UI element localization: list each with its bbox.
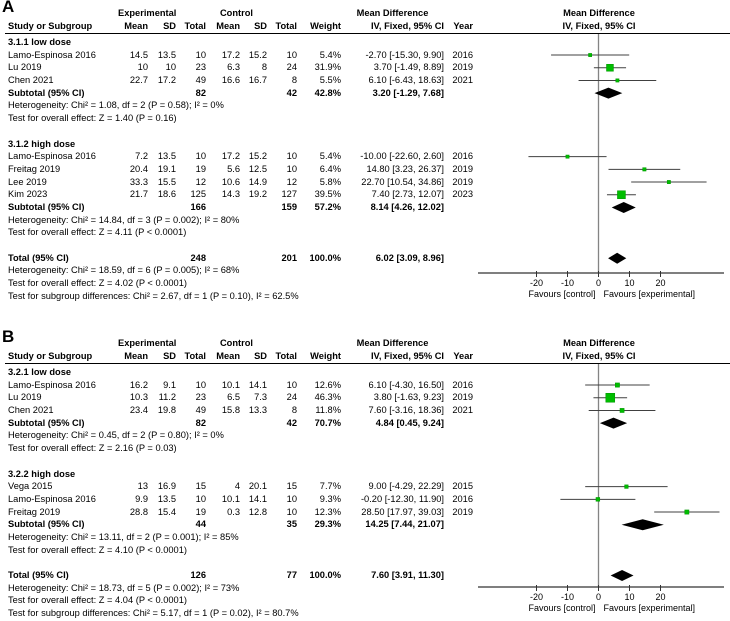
exp-total: 49 [195, 75, 206, 86]
study-row [0, 163, 478, 176]
ci-text: 14.80 [3.23, 26.37] [366, 163, 444, 174]
ctl-mean: 16.6 [221, 75, 240, 86]
year: 2019 [452, 506, 473, 517]
table-rows [0, 36, 478, 302]
study-name: Lu 2019 [8, 392, 42, 403]
favours-left-label: Favours [control] [528, 603, 596, 613]
exp-total: 10 [195, 379, 206, 390]
study-row [0, 404, 478, 417]
panel-label: A [2, 0, 15, 16]
col-ctl-mean-header: Mean [216, 351, 240, 361]
year: 2019 [452, 62, 473, 73]
stat-note: Test for overall effect: Z = 4.02 (P < 0.0001) [8, 278, 187, 289]
subtotal-row [0, 518, 478, 531]
stat-note-row [0, 264, 478, 277]
exp-total: 82 [195, 87, 206, 98]
exp-mean: 13 [137, 481, 148, 492]
study-name: Lu 2019 [8, 62, 42, 73]
year: 2023 [452, 189, 473, 200]
year: 2021 [452, 75, 473, 86]
ctl-sd: 15.2 [248, 49, 267, 60]
study-name: Lamo-Espinosa 2016 [8, 493, 96, 504]
study-name: Freitag 2019 [8, 163, 61, 174]
ctl-sd: 8 [261, 62, 267, 73]
stat-note-row [0, 290, 478, 303]
stat-note-row [0, 544, 478, 557]
exp-total: 10 [195, 151, 206, 162]
x-axis-tick-label: -20 [529, 278, 544, 288]
stat-note-row [0, 277, 478, 290]
exp-mean: 10.3 [129, 392, 148, 403]
weight: 5.4% [319, 49, 341, 60]
ctl-total: 10 [286, 493, 297, 504]
weight: 9.3% [319, 493, 341, 504]
study-name: Chen 2021 [8, 75, 54, 86]
x-axis-tick-label: 0 [595, 278, 602, 288]
favours-right-label: Favours [experimental] [603, 603, 696, 613]
stat-note: Heterogeneity: Chi² = 14.84, df = 3 (P = 0.002); I² = 80% [8, 214, 240, 225]
stat-note: Heterogeneity: Chi² = 0.45, df = 2 (P = 0.80); I² = 0% [8, 430, 224, 441]
stat-note-row [0, 531, 478, 544]
exp-total: 125 [190, 189, 206, 200]
ci-text: 6.10 [-4.30, 16.50] [368, 379, 444, 390]
subgroup-title: 3.2.2 high dose [8, 468, 76, 479]
subgroup-title: 3.1.1 low dose [8, 37, 72, 47]
exp-sd: 18.6 [157, 189, 176, 200]
x-axis-tick-label: 10 [624, 278, 635, 288]
weight: 12.3% [314, 506, 341, 517]
x-axis-tick-label: 20 [655, 592, 666, 602]
weight: 100.0% [309, 252, 341, 263]
pooled-label: Subtotal (95% CI) [8, 417, 85, 428]
ctl-total: 42 [286, 87, 297, 98]
study-name: Lamo-Espinosa 2016 [8, 49, 96, 60]
x-axis-tick-label: 10 [624, 592, 635, 602]
ctl-total: 35 [286, 519, 297, 530]
exp-mean: 16.2 [129, 379, 148, 390]
ctl-total: 15 [286, 481, 297, 492]
effect-square [615, 383, 619, 387]
col-weight-header: Weight [310, 351, 341, 361]
ctl-mean: 17.2 [221, 49, 240, 60]
col-ctl-sd-header: SD [254, 351, 267, 361]
ctl-total: 10 [286, 379, 297, 390]
col-study-header: Study or Subgroup [8, 21, 93, 31]
col-exp-mean-header: Mean [124, 351, 148, 361]
weight: 70.7% [314, 417, 341, 428]
col-ctl-sd-header: SD [254, 21, 267, 31]
ctl-sd: 12.5 [248, 163, 267, 174]
weight: 31.9% [314, 62, 341, 73]
ctl-total: 42 [286, 417, 297, 428]
study-name: Lamo-Espinosa 2016 [8, 379, 96, 390]
effect-square [685, 510, 689, 514]
ci-text: -2.70 [-15.30, 9.90] [365, 49, 444, 60]
exp-total: 49 [195, 405, 206, 416]
total-row [0, 252, 478, 265]
exp-mean: 22.7 [129, 75, 148, 86]
exp-sd: 9.1 [163, 379, 176, 390]
study-row [0, 493, 478, 506]
stat-note-row [0, 429, 478, 442]
year: 2021 [452, 405, 473, 416]
forest-plot-graph [470, 330, 730, 621]
stat-note: Test for overall effect: Z = 4.10 (P < 0.0001) [8, 544, 187, 555]
effect-square [617, 191, 625, 199]
weight: 7.7% [319, 481, 341, 492]
effect-square [606, 64, 613, 71]
ctl-total: 159 [281, 201, 297, 212]
group-header-control: Control [219, 338, 254, 348]
col-weight-header: Weight [310, 21, 341, 31]
stat-note: Heterogeneity: Chi² = 18.73, df = 5 (P = 0.002); I² = 73% [8, 582, 240, 593]
weight: 29.3% [314, 519, 341, 530]
effect-column-header: Mean Difference [356, 338, 429, 348]
x-axis-tick-label: -10 [560, 592, 575, 602]
ctl-sd: 14.9 [248, 176, 267, 187]
exp-sd: 19.1 [157, 163, 176, 174]
ctl-sd: 13.3 [248, 405, 267, 416]
year: 2016 [452, 49, 473, 60]
spacer-row [0, 239, 478, 252]
spacer-row [0, 556, 478, 569]
subtotal-row [0, 201, 478, 214]
stat-note-row [0, 607, 478, 620]
pooled-label: Subtotal (95% CI) [8, 87, 85, 98]
x-axis-tick-label: 0 [595, 592, 602, 602]
x-axis-tick-label: 20 [655, 278, 666, 288]
ctl-total: 10 [286, 151, 297, 162]
pooled-label: Total (95% CI) [8, 570, 69, 580]
weight: 12.6% [314, 379, 341, 390]
exp-mean: 23.4 [129, 405, 148, 416]
exp-total: 12 [195, 176, 206, 187]
ctl-mean: 15.8 [221, 405, 240, 416]
effect-square [620, 408, 624, 412]
subtotal-diamond [622, 519, 664, 530]
stat-note: Heterogeneity: Chi² = 13.11, df = 2 (P = 0.001); I² = 85% [8, 531, 239, 542]
exp-sd: 10 [165, 62, 176, 73]
ctl-total: 10 [286, 163, 297, 174]
subgroup-title-row [0, 36, 478, 49]
year: 2019 [452, 392, 473, 403]
table-column-headers [0, 20, 478, 33]
ctl-total: 24 [286, 62, 297, 73]
group-header-experimental: Experimental [118, 8, 177, 18]
ctl-mean: 0.3 [227, 506, 240, 517]
pooled-label: Total (95% CI) [8, 252, 69, 263]
stat-note: Test for overall effect: Z = 4.11 (P < 0.0001) [8, 227, 187, 238]
ctl-mean: 14.3 [221, 189, 240, 200]
group-header-control: Control [219, 8, 254, 18]
ctl-total: 127 [281, 189, 297, 200]
ctl-sd: 16.7 [248, 75, 267, 86]
x-axis-tick-label: -10 [560, 278, 575, 288]
col-exp-sd-header: SD [163, 351, 176, 361]
exp-sd: 13.5 [157, 151, 176, 162]
study-row [0, 188, 478, 201]
study-row [0, 74, 478, 87]
table-rows [0, 366, 478, 620]
ctl-mean: 10.1 [221, 379, 240, 390]
exp-mean: 33.3 [129, 176, 148, 187]
stat-note: Test for overall effect: Z = 4.04 (P < 0.0001) [8, 595, 187, 606]
effect-square [596, 497, 600, 501]
study-name: Vega 2015 [8, 481, 53, 492]
study-name: Lee 2019 [8, 176, 47, 187]
study-row [0, 61, 478, 74]
exp-sd: 11.2 [158, 392, 176, 403]
column-header-row [0, 350, 478, 363]
weight: 57.2% [314, 201, 341, 212]
effect-square [566, 155, 569, 158]
ctl-mean: 4 [234, 481, 240, 492]
ctl-sd: 14.1 [248, 493, 267, 504]
ctl-total: 201 [281, 252, 297, 263]
pooled-label: Subtotal (95% CI) [8, 519, 85, 530]
study-row [0, 391, 478, 404]
ci-text: 8.14 [4.26, 12.02] [370, 201, 444, 212]
ci-text: 3.20 [-1.29, 7.68] [372, 87, 444, 98]
ctl-sd: 15.2 [248, 151, 267, 162]
col-ctl-total-header: Total [275, 21, 297, 31]
exp-sd: 17.2 [157, 75, 176, 86]
study-name: Freitag 2019 [8, 506, 61, 517]
ctl-sd: 19.2 [248, 189, 267, 200]
exp-total: 19 [195, 163, 206, 174]
study-name: Kim 2023 [8, 189, 48, 200]
weight: 5.4% [319, 151, 341, 162]
study-row [0, 506, 478, 519]
subtotal-diamond [612, 202, 636, 213]
stat-note: Heterogeneity: Chi² = 1.08, df = 2 (P = 0.58); I² = 0% [8, 100, 224, 111]
ci-text: 3.70 [-1.49, 8.89] [373, 62, 444, 73]
weight: 39.5% [314, 189, 341, 200]
exp-total: 19 [195, 506, 206, 517]
forest-panel-b [0, 327, 730, 621]
ctl-mean: 10.1 [221, 493, 240, 504]
year: 2019 [452, 163, 473, 174]
study-name: Chen 2021 [8, 405, 54, 416]
plot-method-label: IV, Fixed, 95% CI [562, 350, 636, 361]
effect-square [616, 79, 619, 82]
stat-note-row [0, 582, 478, 595]
ci-text: 6.10 [-6.43, 18.63] [368, 75, 444, 86]
favours-right-label: Favours [experimental] [603, 289, 696, 299]
total-diamond [611, 570, 634, 581]
table-column-headers [0, 350, 478, 363]
ctl-mean: 6.5 [227, 392, 240, 403]
exp-total: 126 [190, 570, 206, 580]
col-exp-total-header: Total [184, 351, 206, 361]
ctl-total: 8 [291, 405, 297, 416]
exp-total: 23 [195, 62, 206, 73]
subtotal-row [0, 87, 478, 100]
study-row [0, 49, 478, 62]
subgroup-title: 3.1.2 high dose [8, 138, 76, 149]
exp-mean: 9.9 [135, 493, 148, 504]
effect-square [667, 180, 670, 183]
col-year-header: Year [453, 21, 473, 31]
exp-mean: 21.7 [129, 189, 148, 200]
year: 2015 [452, 481, 473, 492]
ci-text: 7.40 [2.73, 12.07] [371, 189, 444, 200]
col-exp-sd-header: SD [163, 21, 176, 31]
ctl-sd: 12.8 [248, 506, 267, 517]
stat-note-row [0, 112, 478, 125]
ctl-mean: 5.6 [227, 163, 240, 174]
ci-text: 28.50 [17.97, 39.03] [361, 506, 444, 517]
exp-sd: 15.4 [157, 506, 176, 517]
exp-mean: 14.5 [129, 49, 148, 60]
ci-text: 7.60 [-3.16, 18.36] [368, 405, 444, 416]
ctl-sd: 20.1 [248, 481, 267, 492]
ctl-total: 77 [286, 570, 297, 580]
weight: 100.0% [309, 570, 341, 580]
year: 2016 [452, 493, 473, 504]
ctl-sd: 14.1 [248, 379, 267, 390]
weight: 5.5% [319, 75, 341, 86]
exp-mean: 28.8 [129, 506, 148, 517]
col-ctl-total-header: Total [275, 351, 297, 361]
study-row [0, 379, 478, 392]
subtotal-row [0, 417, 478, 430]
spacer-row [0, 125, 478, 138]
exp-sd: 16.9 [157, 481, 176, 492]
ctl-mean: 17.2 [221, 151, 240, 162]
column-header-row [0, 20, 478, 33]
panel-label: B [2, 327, 15, 346]
subtotal-diamond [600, 418, 627, 429]
col-ci-header: IV, Fixed, 95% CI [370, 351, 444, 361]
ci-text: 9.00 [-4.29, 22.29] [368, 481, 444, 492]
group-header-experimental: Experimental [118, 338, 177, 348]
exp-total: 10 [195, 493, 206, 504]
forest-plot-graph [470, 0, 730, 312]
ci-text: 14.25 [7.44, 21.07] [365, 519, 444, 530]
effect-column-header: Mean Difference [356, 8, 429, 18]
ci-text: 22.70 [10.54, 34.86] [361, 176, 444, 187]
subgroup-title-row [0, 138, 478, 151]
col-ctl-mean-header: Mean [216, 21, 240, 31]
effect-square [643, 168, 646, 171]
stat-note: Test for subgroup differences: Chi² = 2.67, df = 1 (P = 0.10), I² = 62.5% [8, 290, 299, 301]
exp-mean: 10 [137, 62, 148, 73]
weight: 42.8% [314, 87, 341, 98]
subgroup-title: 3.2.1 low dose [8, 367, 72, 377]
subgroup-title-row [0, 366, 478, 379]
ctl-total: 10 [286, 49, 297, 60]
stat-note: Test for overall effect: Z = 1.40 (P = 0.16) [8, 113, 177, 124]
year: 2016 [452, 379, 473, 390]
weight: 46.3% [314, 392, 341, 403]
ci-text: 4.84 [0.45, 9.24] [375, 417, 444, 428]
col-year-header: Year [453, 351, 473, 361]
exp-total: 23 [195, 392, 206, 403]
effect-square [606, 393, 615, 402]
ctl-total: 10 [286, 506, 297, 517]
weight: 6.4% [319, 163, 341, 174]
exp-total: 15 [195, 481, 206, 492]
exp-total: 44 [195, 519, 206, 530]
study-name: Lamo-Espinosa 2016 [8, 151, 96, 162]
exp-total: 82 [195, 417, 206, 428]
favours-left-label: Favours [control] [528, 289, 596, 299]
stat-note-row [0, 442, 478, 455]
study-row [0, 176, 478, 189]
total-diamond [608, 253, 626, 264]
ctl-total: 24 [286, 392, 297, 403]
stat-note-row [0, 594, 478, 607]
year: 2016 [452, 151, 473, 162]
stat-note: Test for subgroup differences: Chi² = 5.17, df = 1 (P = 0.02), I² = 80.7% [8, 608, 299, 619]
ctl-total: 12 [286, 176, 297, 187]
col-exp-total-header: Total [184, 21, 206, 31]
stat-note: Heterogeneity: Chi² = 18.59, df = 6 (P = 0.005); I² = 68% [8, 265, 240, 276]
study-row [0, 150, 478, 163]
exp-sd: 19.8 [157, 405, 176, 416]
ci-text: -10.00 [-22.60, 2.60] [360, 151, 444, 162]
pooled-label: Subtotal (95% CI) [8, 201, 85, 212]
stat-note: Test for overall effect: Z = 2.16 (P = 0.03) [8, 443, 177, 454]
ctl-mean: 10.6 [221, 176, 240, 187]
total-row [0, 569, 478, 582]
spacer-row [0, 455, 478, 468]
effect-square [589, 53, 592, 56]
ci-text: -0.20 [-12.30, 11.90] [360, 493, 444, 504]
exp-mean: 20.4 [129, 163, 148, 174]
ci-text: 7.60 [3.91, 11.30] [371, 570, 444, 580]
exp-sd: 13.5 [157, 49, 176, 60]
plot-effect-label: Mean Difference [563, 338, 635, 348]
exp-total: 10 [195, 49, 206, 60]
study-row [0, 480, 478, 493]
weight: 11.8% [315, 405, 341, 416]
x-axis-tick-label: -20 [529, 592, 544, 602]
exp-sd: 15.5 [157, 176, 176, 187]
ctl-mean: 6.3 [227, 62, 240, 73]
subgroup-title-row [0, 468, 478, 481]
stat-note-row [0, 99, 478, 112]
col-study-header: Study or Subgroup [8, 351, 93, 361]
ctl-total: 8 [291, 75, 297, 86]
col-ci-header: IV, Fixed, 95% CI [370, 21, 444, 31]
weight: 5.8% [319, 176, 341, 187]
col-exp-mean-header: Mean [124, 21, 148, 31]
stat-note-row [0, 226, 478, 239]
exp-total: 166 [190, 201, 206, 212]
ci-text: 3.80 [-1.63, 9.23] [373, 392, 444, 403]
plot-effect-label: Mean Difference [563, 8, 635, 18]
year: 2019 [452, 176, 473, 187]
exp-sd: 13.5 [157, 493, 176, 504]
effect-square [625, 485, 629, 489]
stat-note-row [0, 214, 478, 227]
exp-mean: 7.2 [135, 151, 148, 162]
exp-total: 248 [190, 252, 206, 263]
plot-method-label: IV, Fixed, 95% CI [562, 20, 636, 31]
ci-text: 6.02 [3.09, 8.96] [375, 252, 444, 263]
ctl-sd: 7.3 [254, 392, 267, 403]
